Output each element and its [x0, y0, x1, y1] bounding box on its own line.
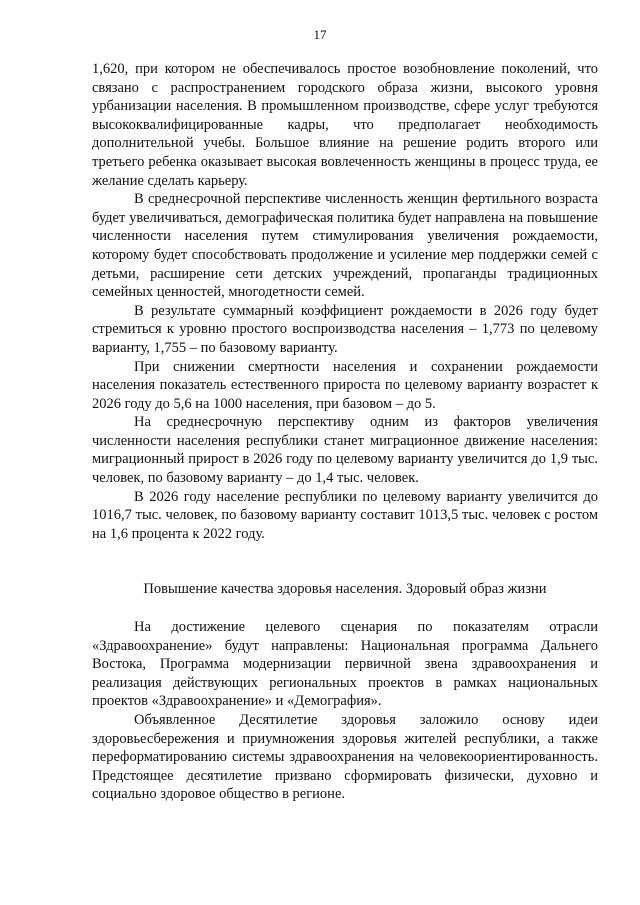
paragraph-health-decade: Объявленное Десятилетие здоровья заложило основу идеи здоровьесбережения и приумножения здоровья жителей республики, а также переформатированию системы здравоохранения на человекоориентированность. Предстоящее десятилетие призвано сформировать физически, духовно и социально здоровое общество в регионе. [92, 711, 598, 803]
paragraph-population-2026: В 2026 году население республики по целевому варианту увеличится до 1016,7 тыс. человек, по базовому варианту составит 1013,5 тыс. человек с ростом на 1,6 процента к 2022 году. [92, 488, 598, 542]
paragraph-migration: На среднесрочную перспективу одним из факторов увеличения численности населения республики станет миграционное движение населения: миграционный прирост в 2026 году по целевому варианту увеличится до 1,9 тыс. человек, по базовому варианту – до 1,4 тыс. человек. [92, 414, 598, 487]
section-heading: Повышение качества здоровья населения. Здоровый образ жизни [143, 581, 547, 597]
paragraph-healthcare-programs: На достижение целевого сценария по показателям отрасли «Здравоохранение» будут направлены: Национальная программа Дальнего Востока, Программа модернизации первичной звена здравоохранения и реализация действующих региональных проектов в рамках национальных проектов «Здравоохранение» и «Демография». [92, 619, 598, 710]
paragraph-natural-growth: При снижении смертности населения и сохранении рождаемости населения показатель естественного прироста по целевому варианту возрастет к 2026 году до 5,6 на 1000 населения, при базовом – до 5. [92, 358, 598, 412]
paragraph-fertility-rate: В результате суммарный коэффициент рождаемости в 2026 году будет стремиться к уровню простого воспроизводства населения – 1,773 по целевому варианту, 1,755 – по базовому варианту. [92, 302, 598, 356]
paragraph-medium-term-outlook: В среднесрочной перспективе численность женщин фертильного возраста будет увеличиваться, демографическая политика будет направлена на повышение численности населения путем стимулирования увеличения рождаемости, которому будет способствовать продолжение и усиление мер поддержки семей с детьми, расширение сети детских учреждений, пропаганды традиционных семейных ценностей, многодетности семей. [92, 191, 598, 301]
section-demography-text [92, 60, 598, 543]
page-number: 17 [313, 27, 327, 42]
paragraph-continuation: 1,620, при котором не обеспечивалось простое возобновление поколений, что связано с распространением городского образа жизни, высокого уровня урбанизации населения. В промышленном производстве, сфере услуг требуются высококвалифицированные кадры, что предполагает необходимость дополнительной учебы. Большое влияние на решение родить второго или третьего ребенка оказывает высокая вовлеченность женщины в процесс труда, ее желание сделать карьеру. [92, 61, 598, 189]
section-health-text [92, 618, 598, 804]
